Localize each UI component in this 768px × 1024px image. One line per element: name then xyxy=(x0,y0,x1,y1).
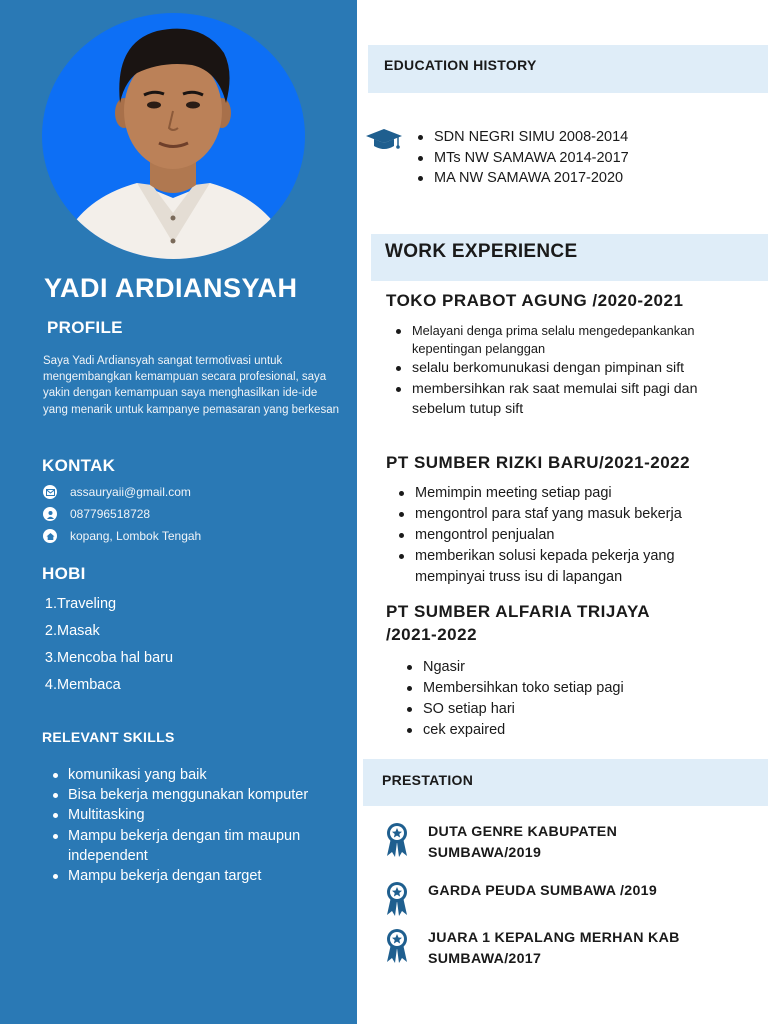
list-item: Membersihkan toko setiap pagi xyxy=(403,678,723,699)
award-item xyxy=(383,881,708,917)
list-item: cek expaired xyxy=(403,720,723,741)
award-item xyxy=(383,928,708,969)
profile-photo xyxy=(42,13,305,259)
list-item: mengontrol para staf yang masuk bekerja xyxy=(395,504,725,525)
job-duties-list xyxy=(395,483,725,588)
list-item: Melayani denga prima selalu mengedepankankan kepentingan pelanggan xyxy=(392,322,712,358)
list-item: MA NW SAMAWA 2017-2020 xyxy=(414,168,744,189)
candidate-name: YADI ARDIANSYAH xyxy=(44,273,298,303)
list-item: SO setiap hari xyxy=(403,699,723,720)
job-title: TOKO PRABOT AGUNG /2020-2021 xyxy=(386,291,684,310)
email-icon xyxy=(43,485,57,499)
award-item xyxy=(383,822,708,863)
portrait-illustration xyxy=(42,13,305,259)
list-item: memberikan solusi kepada pekerja yang mempinyai truss isu di lapangan xyxy=(395,546,725,588)
work-heading: WORK EXPERIENCE xyxy=(385,241,578,262)
list-item: 4. Membaca xyxy=(44,676,121,693)
contact-address xyxy=(43,527,201,545)
list-item: Mampu bekerja dengan tim maupun independent xyxy=(50,826,340,866)
skills-heading: RELEVANT SKILLS xyxy=(42,729,175,745)
contact-phone[interactable] xyxy=(43,505,150,523)
profile-heading: PROFILE xyxy=(47,318,123,337)
person-icon xyxy=(43,507,57,521)
list-item: 3. Mencoba hal baru xyxy=(44,649,174,666)
list-item: Multitasking xyxy=(50,805,340,825)
job-title-date: /2021-2022 xyxy=(386,625,478,644)
home-icon xyxy=(43,529,57,543)
list-item: selalu berkomunukasi dengan pimpinan sift xyxy=(392,358,712,378)
award-text: DUTA GENRE KABUPATEN SUMBAWA/2019 xyxy=(428,824,618,861)
list-item: Mampu bekerja dengan target xyxy=(50,866,340,886)
contact-email[interactable] xyxy=(43,483,191,501)
email-text: assauryaii@gmail.com xyxy=(70,485,191,499)
job-title: PT SUMBER RIZKI BARU/2021-2022 xyxy=(386,453,691,472)
skills-list xyxy=(50,765,340,886)
award-text: GARDA PEUDA SUMBAWA /2019 xyxy=(428,883,658,899)
phone-text: 087796518728 xyxy=(70,507,151,521)
medal-icon xyxy=(383,881,411,917)
prestation-heading: PRESTATION xyxy=(382,772,474,788)
job-duties-list xyxy=(392,322,712,419)
job-title: PT SUMBER ALFARIA TRIJAYA xyxy=(386,602,651,621)
list-item: Bisa bekerja menggunakan komputer xyxy=(50,785,340,805)
education-list xyxy=(414,127,744,189)
list-item: komunikasi yang baik xyxy=(50,765,340,785)
medal-icon xyxy=(383,822,411,858)
list-item: SDN NEGRI SIMU 2008-2014 xyxy=(414,127,744,148)
graduation-cap-icon xyxy=(364,128,404,157)
list-item: Memimpin meeting setiap pagi xyxy=(395,483,725,504)
list-item: 2. Masak xyxy=(44,623,100,640)
list-item: MTs NW SAMAWA 2014-2017 xyxy=(414,148,744,169)
list-item: 1. Traveling xyxy=(44,596,117,613)
sidebar xyxy=(0,0,357,1024)
contact-heading: KONTAK xyxy=(42,456,116,475)
medal-icon xyxy=(383,928,411,964)
job-duties-list xyxy=(403,657,723,741)
list-item: mengontrol penjualan xyxy=(395,525,725,546)
address-text: kopang, Lombok Tengah xyxy=(70,529,202,543)
education-heading: EDUCATION HISTORY xyxy=(384,57,537,73)
hobby-list xyxy=(43,591,173,698)
award-text: JUARA 1 KEPALANG MERHAN KAB SUMBAWA/2017 xyxy=(428,930,680,967)
list-item: membersihkan rak saat memulai sift pagi dan sebelum tutup sift xyxy=(392,379,712,420)
hobby-heading: HOBI xyxy=(42,564,86,583)
list-item: Ngasir xyxy=(403,657,723,678)
profile-description: Saya Yadi Ardiansyah sangat termotivasi untuk mengembangkan kemampuan secara profesional, saya yakin dengan kemampuan saya menghasilkan ide-ide yang menarik untuk kampanye pemasaran yang berkesan xyxy=(43,355,339,416)
